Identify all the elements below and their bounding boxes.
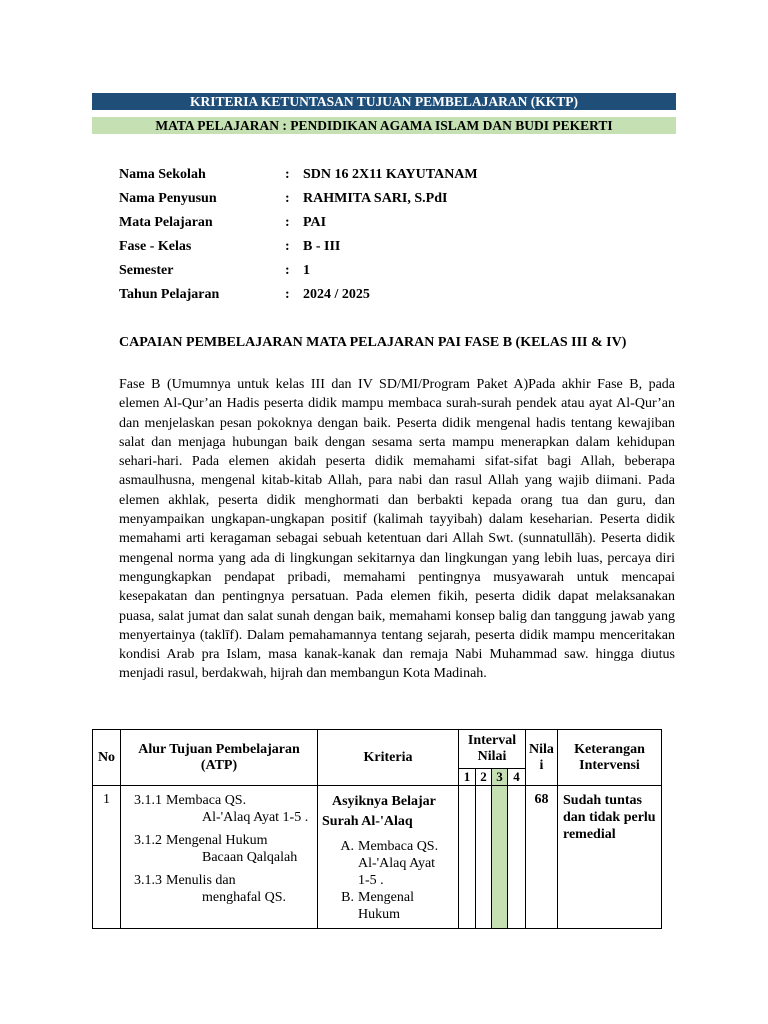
info-label: Mata Pelajaran [119,215,213,230]
interval-col-2: 2 [476,769,492,786]
kktp-table [92,729,662,929]
list-item [322,838,454,889]
list-item [322,889,454,923]
info-colon: : [285,287,290,302]
info-label: Tahun Pelajaran [119,287,220,302]
atp-number: 3.1.2 [134,833,162,848]
atp-text: Membaca QS. [166,793,247,808]
info-row-phase [119,235,478,259]
info-value: B - III [303,239,341,254]
kriteria-title [322,792,454,832]
header-nilai: Nilai [526,730,558,786]
capaian-title: CAPAIAN PEMBELAJARAN MATA PELAJARAN PAI FASE B (KELAS III & IV) [119,335,627,350]
list-marker: A. [340,839,354,854]
list-text: Al-'Alaq Ayat [358,856,436,871]
kriteria-title-line: Surah Al-'Alaq [322,814,413,829]
list-marker: B. [341,890,354,905]
interval-cell-4 [508,786,526,929]
list-text: Membaca QS. [358,839,439,854]
list-text: Mengenal [358,890,414,905]
interval-col-4: 4 [508,769,526,786]
subject-banner: MATA PELAJARAN : PENDIDIKAN AGAMA ISLAM DAN BUDI PEKERTI [92,117,676,134]
header-kriteria: Kriteria [318,730,459,786]
list-text: Hukum [358,907,400,922]
interval-col-3: 3 [492,769,508,786]
info-value: PAI [303,215,327,230]
atp-text: menghafal QS. [202,890,286,905]
atp-item [125,872,315,906]
info-colon: : [285,191,290,206]
atp-text: Mengenal Hukum [166,833,268,848]
identity-block [119,163,478,307]
row-kriteria [318,786,459,929]
list-text: 1-5 . [358,873,384,888]
atp-text: Menulis dan [166,873,236,888]
info-label: Nama Sekolah [119,167,206,182]
header-atp: Alur Tujuan Pembelajaran (ATP) [121,730,318,786]
atp-number: 3.1.1 [134,793,162,808]
kriteria-list [322,838,454,923]
kriteria-title-line: Asyiknya Belajar [332,794,436,809]
interval-cell-3 [492,786,508,929]
info-colon: : [285,215,290,230]
interval-cell-1 [459,786,476,929]
atp-item [125,832,315,866]
row-atp [121,786,318,929]
info-colon: : [285,263,290,278]
atp-number: 3.1.3 [134,873,162,888]
atp-text: Al-'Alaq Ayat 1-5 . [202,810,309,825]
row-no: 1 [93,786,121,929]
header-no: No [93,730,121,786]
header-keterangan: Keterangan Intervensi [558,730,662,786]
capaian-paragraph: Fase B (Umumnya untuk kelas III dan IV SD/MI/Program Paket A)Pada akhir Fase B, pada elemen Al-Qur’an Hadis peserta didik mampu membaca surah-surah pendek atau ayat Al-Qur’an dan menjelaskan pesan pokoknya dengan baik. Peserta didik mengenal hadis tentang kewajiban salat dan menjaga hubungan baik dengan sesama serta mampu menerapkan dalam kehidupan sehari-hari. Pada elemen akidah peserta didik memahami sifat-sifat bagi Allah, beberapa asmaulhusna, mengenal kitab-kitab Allah, para nabi dan rasul Allah yang wajib diimani. Pada elemen akhlak, peserta didik menghormati dan berbakti kepada orang tua dan guru, dan menyampaikan ungkapan-ungkapan positif (kalimah tayyibah) dalam keseharian. Peserta didik memahami arti keragaman sebagai sebuah ketentuan dari Allah Swt. (sunnatullāh). Peserta didik mengenal norma yang ada di lingkungan sekitarnya dan lingkungan yang lebih luas, percaya diri mengungkapkan pendapat pribadi, memahami pentingnya musyawarah untuk mencapai kesepakatan dan pentingnya persatuan. Pada elemen fikih, peserta didik dapat melaksanakan puasa, salat jumat dan salat sunah dengan baik, memahami konsep balig dan tanggung jawab yang menyertainya (taklīf). Dalam pemahamannya tentang sejarah, peserta didik mampu menceritakan kondisi Arab pra Islam, masa kanak-kanak dan remaja Nabi Muhammad saw. hingga diutus menjadi rasul, berdakwah, hijrah dan membangun Kota Madinah. [119,377,675,682]
info-colon: : [285,239,290,254]
info-label: Nama Penyusun [119,191,217,206]
table-row [93,786,662,929]
info-value: RAHMITA SARI, S.PdI [303,191,448,206]
info-row-author [119,187,478,211]
info-label: Fase - Kelas [119,239,192,254]
row-nilai: 68 [526,786,558,929]
document-title: KRITERIA KETUNTASAN TUJUAN PEMBELAJARAN (KKTP) [92,93,676,110]
atp-item [125,792,315,826]
info-row-subject [119,211,478,235]
atp-text: Bacaan Qalqalah [202,850,298,865]
header-interval: Interval Nilai [459,730,526,769]
info-label: Semester [119,263,174,278]
interval-col-1: 1 [459,769,476,786]
info-row-school [119,163,478,187]
row-keterangan: Sudah tuntas dan tidak perlu remedial [558,786,662,929]
info-value: SDN 16 2X11 KAYUTANAM [303,167,478,182]
info-row-semester [119,259,478,283]
info-colon: : [285,167,290,182]
info-row-year [119,283,478,307]
info-value: 1 [303,263,310,278]
info-value: 2024 / 2025 [303,287,370,302]
interval-cell-2 [476,786,492,929]
